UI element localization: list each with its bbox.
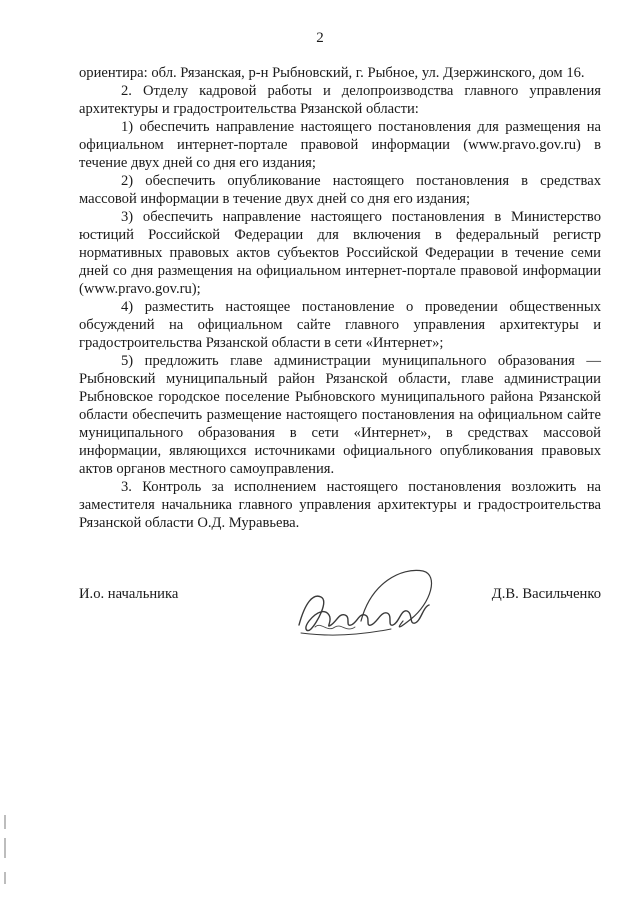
scan-margin-mark <box>4 815 6 829</box>
signatory-name: Д.В. Васильченко <box>491 586 601 602</box>
signatory-title: И.о. начальника <box>79 586 179 602</box>
paragraph-item-3: 3. Контроль за исполнением настоящего постановления возложить на заместителя начальника главного управления архитектуры и градостроительства Рязанской области О.Д. Муравьева. <box>79 479 601 531</box>
scan-margin-mark <box>4 872 6 884</box>
paragraph-continuation: ориентира: обл. Рязанская, р-н Рыбновский, г. Рыбное, ул. Дзержинского, дом 16. <box>79 65 585 81</box>
signature-block <box>79 583 601 663</box>
paragraph-subitem-5: 5) предложить главе администрации муниципального образования — Рыбновский муниципальный район Рязанской области, главе администрации Рыбновское городское поселение Рыбновского муниципального района Рязанской области обеспечить размещение настоящего постановления на официальном сайте муниципального образования в сети «Интернет», в средствах массовой информации, являющихся источниками официального опубликования правовых актов органов местного самоуправления. <box>79 353 601 477</box>
paragraph-subitem-4: 4) разместить настоящее постановление о проведении общественных обсуждений на официальном сайте главного управления архитектуры и градостроительства Рязанской области в сети «Интернет»; <box>79 299 601 351</box>
scan-margin-mark <box>4 838 6 858</box>
paragraph-subitem-3: 3) обеспечить направление настоящего постановления в Министерство юстиций Российской Федерации для включения в федеральный регистр нормативных правовых актов субъектов Российской Федерации в течение семи дней со дня размещения на официальном интернет-портале правовой информации (www.pravo.gov.ru); <box>79 209 601 297</box>
document-body <box>79 64 601 532</box>
paragraph-subitem-2: 2) обеспечить опубликование настоящего постановления в средствах массовой информации в течение двух дней со дня его издания; <box>79 173 601 207</box>
handwritten-signature <box>291 563 441 648</box>
paragraph-subitem-1: 1) обеспечить направление настоящего постановления для размещения на официальном интернет-портале правовой информации (www.pravo.gov.ru) в течение двух дней со дня его издания; <box>79 119 601 171</box>
page-number: 2 <box>316 30 324 46</box>
paragraph-item-2: 2. Отделу кадровой работы и делопроизводства главного управления архитектуры и градостроительства Рязанской области: <box>79 83 601 117</box>
